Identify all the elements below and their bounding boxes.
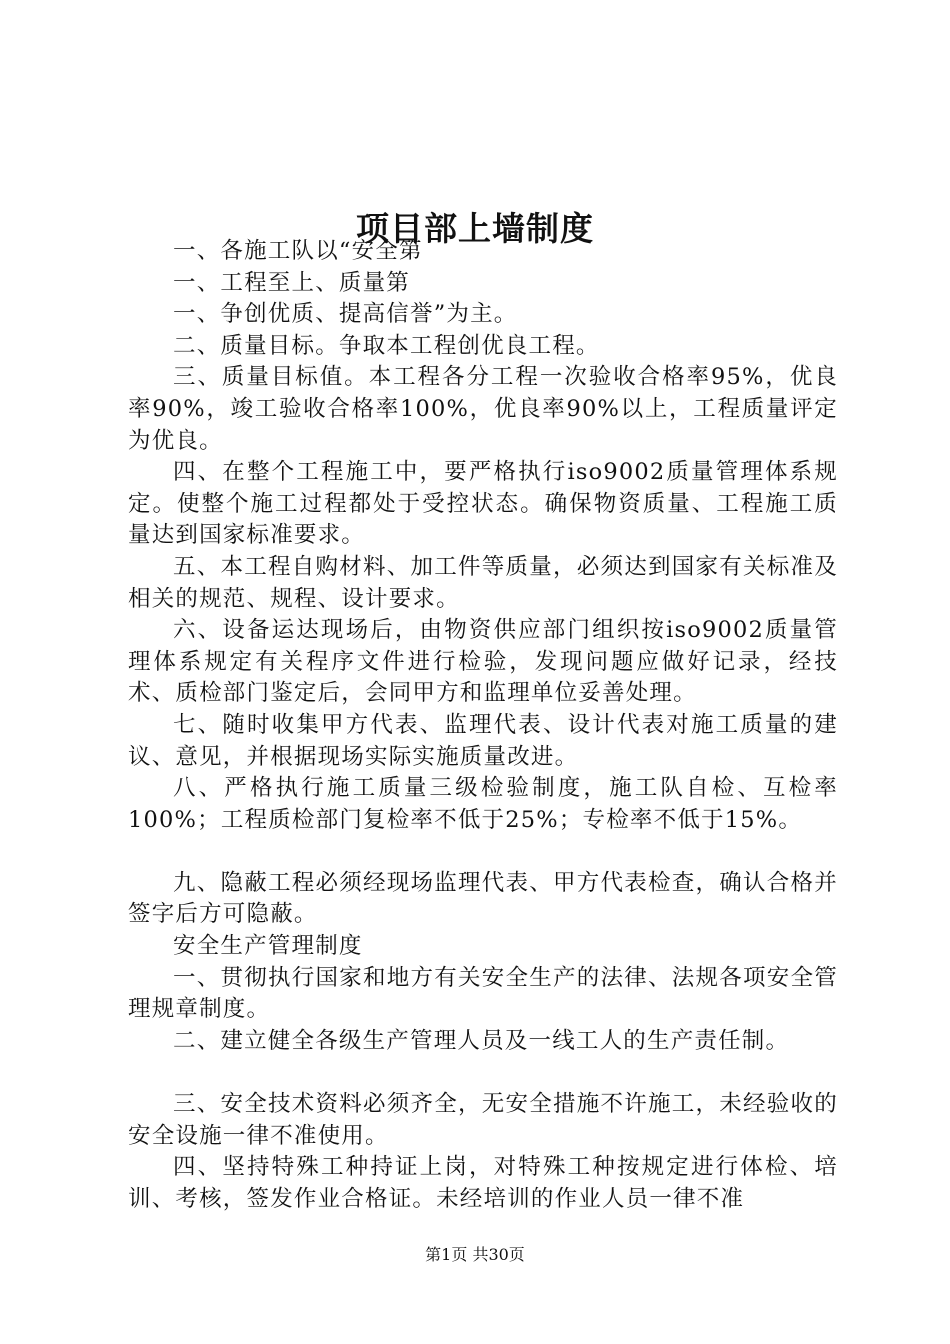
- blank-line: [128, 836, 838, 868]
- paragraph-3: 一、争创优质、提高信誉”为主。: [173, 301, 518, 328]
- paragraph-14: 三、安全技术资料必须齐全，无安全措施不许施工，未经验收的安全设施一律不准使用。: [128, 1091, 838, 1149]
- paragraph-4: 二、质量目标。争取本工程创优良工程。: [173, 332, 600, 359]
- blank-line: [128, 1057, 838, 1089]
- paragraph-7: 五、本工程自购材料、加工件等质量，必须达到国家有关标准及相关的规范、规程、设计要求。: [128, 553, 838, 612]
- page-footer: 第1页 共30页: [425, 1245, 525, 1264]
- section-heading-safety: 安全生产管理制度: [173, 933, 363, 960]
- paragraph-6: 四、在整个工程施工中，要严格执行iso9002质量管理体系规定。使整个施工过程都处于受控状态。确保物资质量、工程施工质量达到国家标准要求。: [128, 459, 838, 549]
- paragraph-11: 九、隐蔽工程必须经现场监理代表、甲方代表检查，确认合格并签字后方可隐蔽。: [128, 869, 838, 928]
- paragraph-5: 三、质量目标值。本工程各分工程一次验收合格率95%，优良率90%，竣工验收合格率100%，优良率90%以上，工程质量评定为优良。: [128, 364, 838, 454]
- document-title: 项目部上墙制度: [356, 209, 594, 249]
- paragraph-9: 七、随时收集甲方代表、监理代表、设计代表对施工质量的建议、意见，并根据现场实际实施质量改进。: [128, 711, 838, 770]
- paragraph-8: 六、设备运达现场后，由物资供应部门组织按iso9002质量管理体系规定有关程序文件进行检验，发现问题应做好记录，经技术、质检部门鉴定后，会同甲方和监理单位妥善处理。: [128, 617, 838, 707]
- paragraph-2: 一、工程至上、质量第: [173, 269, 411, 296]
- document-body: [128, 236, 838, 1215]
- paragraph-15: 四、坚持特殊工种持证上岗，对特殊工种按规定进行体检、培训、考核，签发作业合格证。未经培训的作业人员一律不准: [128, 1154, 838, 1212]
- paragraph-12: 一、贯彻执行国家和地方有关安全生产的法律、法规各项安全管理规章制度。: [128, 964, 838, 1023]
- paragraph-10: 八、严格执行施工质量三级检验制度，施工队自检、互检率100%；工程质检部门复检率不低于25%；专检率不低于15%。: [128, 775, 838, 833]
- paragraph-1: 一、各施工队以“安全第: [173, 238, 423, 264]
- paragraph-13: 二、建立健全各级生产管理人员及一线工人的生产责任制。: [173, 1027, 790, 1054]
